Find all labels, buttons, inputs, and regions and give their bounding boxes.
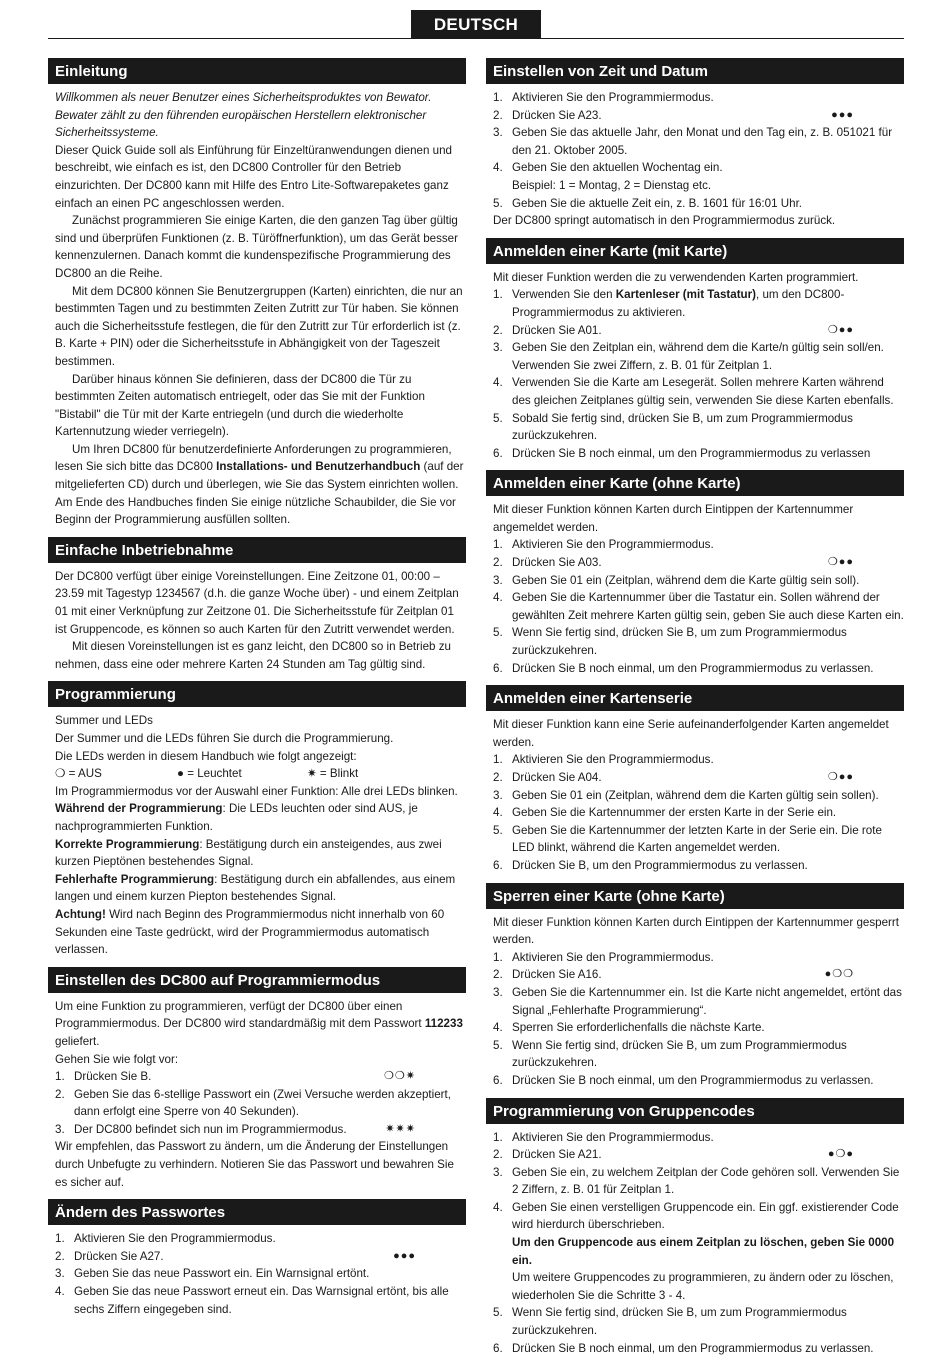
step-number: 2. <box>493 323 503 337</box>
paragraph: Mit dieser Funktion können Karten durch Eintippen der Kartennummer angemeldet werden. <box>493 503 854 534</box>
step-item <box>55 1265 466 1283</box>
step-text: Geben Sie das neue Passwort ein. Ein Warnsignal ertönt. <box>74 1267 370 1281</box>
section-title-einleitung: Einleitung <box>48 58 466 84</box>
step-item <box>493 857 904 875</box>
step-number: 2. <box>55 1249 65 1263</box>
step-text <box>74 1068 466 1086</box>
section-body-mit-karte <box>486 269 904 463</box>
step-number: 2. <box>493 1148 503 1162</box>
step-text: Drücken Sie B noch einmal, um den Programmiermodus zu verlassen. <box>512 661 874 675</box>
step-list <box>493 286 904 321</box>
step-text <box>512 966 904 984</box>
paragraph: Zunächst programmieren Sie einige Karten, die den ganzen Tag über gültig sind und überprüfen Funktionen (z. B. Türöffnerfunktion), um das Gerät besser kennenzulernen. Danach kommt die kundenspezifische Programmierung des DC800 an die Reihe. <box>55 214 458 280</box>
step-text: Drücken Sie B noch einmal, um den Programmiermodus zu verlassen. <box>512 1341 874 1355</box>
step-text: Drücken Sie B noch einmal, um den Programmiermodus zu verlassen. <box>512 1073 874 1087</box>
step-item <box>493 1129 904 1147</box>
step-label: Drücken Sie B. <box>74 1070 152 1084</box>
step-number: 6. <box>493 858 503 872</box>
step-item <box>493 769 904 787</box>
step-number: 5. <box>493 411 503 425</box>
step-list <box>493 751 904 874</box>
paragraph: Im Programmiermodus vor der Auswahl einer Funktion: Alle drei LEDs blinken. <box>55 784 458 798</box>
section-title-programmiermodus: Einstellen des DC800 auf Programmiermodus <box>48 967 466 993</box>
section-title-programmierung: Programmierung <box>48 681 466 707</box>
step-item <box>55 1283 466 1318</box>
step-item <box>493 124 904 159</box>
step-text: Wenn Sie fertig sind, drücken Sie B, um zum Programmiermodus zurückzukehren. <box>512 1038 847 1070</box>
step-text: Geben Sie die aktuelle Zeit ein, z. B. 1601 für 16:01 Uhr. <box>512 196 803 210</box>
step-number: 5. <box>493 196 503 210</box>
step-text: Geben Sie ein, zu welchem Zeitplan der Code gehören soll. Verwenden Sie 2 Ziffern, z. B. 01 für Zeitplan 1. <box>512 1165 900 1197</box>
step-number: 2. <box>55 1087 65 1101</box>
step-text: Geben Sie den aktuellen Wochentag ein. Beispiel: 1 = Montag, 2 = Dienstag etc. <box>512 161 723 192</box>
step-list <box>55 1230 466 1318</box>
step-number: 1. <box>493 753 503 767</box>
paragraph: Der Summer und die LEDs führen Sie durch die Programmierung. <box>55 732 394 745</box>
step-label: Drücken Sie A03. <box>512 556 602 570</box>
paragraph: Korrekte Programmierung: Bestätigung durch ein ansteigendes, aus zwei kurzen Pieptönen bestehendes Signal. <box>55 837 442 869</box>
step-text: Verwenden Sie die Karte am Lesegerät. Sollen mehrere Karten während des gleichen Zeitplanes gültig sein, verwenden Sie diese Karten ebenfalls. <box>512 376 894 407</box>
step-row <box>512 554 904 572</box>
step-list <box>493 1199 904 1305</box>
step-item <box>493 660 904 678</box>
step-text: Geben Sie das 6-stellige Passwort ein (Zwei Versuche werden akzeptiert, dann erfolgt eine Sperre von 40 Sekunden). <box>74 1087 451 1119</box>
legend-aus: ❍ = AUS <box>55 767 102 781</box>
section-body-programmierung <box>48 712 466 958</box>
step-item <box>493 1146 904 1164</box>
step-item <box>493 572 904 590</box>
step-item <box>493 949 904 967</box>
step-label: Drücken Sie A23. <box>512 108 602 122</box>
paragraph: Die LEDs werden in diesem Handbuch wie folgt angezeigt: <box>55 749 357 763</box>
step-item <box>493 554 904 572</box>
section-body-ohne-karte <box>486 501 904 677</box>
step-text <box>512 554 904 572</box>
step-list <box>493 322 904 463</box>
step-item <box>493 822 904 857</box>
step-number: 4. <box>493 591 503 605</box>
step-number: 5. <box>493 626 503 640</box>
step-number: 2. <box>493 771 503 784</box>
section-body-kartenserie <box>486 716 904 874</box>
section-title-kartenserie: Anmelden einer Kartenserie <box>486 685 904 711</box>
step-number: 6. <box>493 1073 503 1087</box>
step-text <box>512 769 904 787</box>
step-item <box>493 536 904 554</box>
step-item <box>493 1304 904 1339</box>
step-text: Wenn Sie fertig sind, drücken Sie B, um zum Programmiermodus zurückzukehren. <box>512 1306 847 1338</box>
paragraph: Mit dem DC800 können Sie Benutzergruppen (Karten) einrichten, die nur an bestimmten Tagen und zu bestimmten Zeiten Zutritt zur Tür haben. Sie können auch die Sicherheitsstufe festlegen, die für den Zutritt zur Tür erforderlich ist (z. B. Karte + PIN) oder die Sicherheitsstufe in Abhängigkeit von der Tageszeit bestimmen. <box>55 284 463 368</box>
step-number: 1. <box>55 1070 65 1084</box>
step-number: 3. <box>55 1122 65 1136</box>
paragraph: Achtung! Wird nach Beginn des Programmiermodus nicht innerhalb von 60 Sekunden eine Taste gedrückt, wird der Programmiermodus automatisch verlassen. <box>55 907 445 957</box>
step-item <box>493 159 904 194</box>
step-item <box>493 89 904 107</box>
step-text <box>512 107 904 125</box>
step-row <box>74 1121 466 1139</box>
paragraph: Um Ihren DC800 für benutzerdefinierte Anforderungen zu programmieren, lesen Sie sich bitte das DC800 Installations- und Benutzerhandbuch (auf der mitgelieferten CD) durch und überlegen, wie Sie das System einrichten wollen. Am Ende des Handbuches finden Sie einige nützliche Schaubilder, die Sie vor Beginn der Programmierung ausfüllen sollten. <box>55 442 464 527</box>
paragraph: Um eine Funktion zu programmieren, verfügt der DC800 über einen Programmiermodus. Der DC800 wird standardmäßig mit dem Passwort 112233 geliefert. <box>55 999 463 1048</box>
section-title-passwort: Ändern des Passwortes <box>48 1199 466 1225</box>
step-item <box>493 624 904 659</box>
led-indicator-icon: ❍●● <box>827 771 854 783</box>
step-number: 2. <box>493 556 503 570</box>
step-item <box>493 410 904 445</box>
section-title-sperren: Sperren einer Karte (ohne Karte) <box>486 883 904 909</box>
section-body-zeit <box>486 89 904 230</box>
step-number: 5. <box>493 1306 503 1320</box>
step-list <box>493 949 904 1090</box>
step-item <box>493 445 904 463</box>
led-indicator-icon: ●❍● <box>827 1148 854 1161</box>
step-item <box>493 1072 904 1090</box>
step-item <box>493 374 904 409</box>
step-item <box>55 1121 466 1139</box>
step-number: 1. <box>493 91 503 104</box>
section-body-passwort <box>48 1230 466 1318</box>
led-indicator-icon: ✷✷✷ <box>385 1122 416 1135</box>
step-number: 3. <box>55 1267 65 1281</box>
step-number: 1. <box>493 538 503 552</box>
step-item <box>493 589 904 624</box>
step-number: 3. <box>493 126 503 140</box>
paragraph: Der DC800 springt automatisch in den Programmiermodus zurück. <box>493 214 836 228</box>
step-row <box>512 322 904 340</box>
step-text: Sobald Sie fertig sind, drücken Sie B, um zum Programmiermodus zurückzukehren. <box>512 411 853 443</box>
step-text <box>74 1248 466 1266</box>
step-row <box>512 966 904 984</box>
paragraph: Dieser Quick Guide soll als Einführung für Einzeltüranwendungen dienen und beschreibt, wie einfach es ist, den DC800 Controller für den Betrieb einzurichten. Der DC800 kann mit Hilfe des Entro Lite-Softwarepaketes ganz einfach an einen PC angeschlossen werden. <box>55 143 453 210</box>
step-label: Drücken Sie A01. <box>512 323 602 337</box>
step-item: 4. Geben Sie einen verstelligen Gruppencode ein. Ein ggf. existierender Code wird hierdurch überschrieben. Um den Gruppencode aus einem Zeitplan zu löschen, geben Sie 0000 ein. Um weitere Gruppencodes zu programmieren, zu ändern oder zu löschen, wiederholen Sie die Schritte 3 - 4. <box>493 1200 899 1302</box>
step-item <box>55 1086 466 1121</box>
step-number: 6. <box>493 661 503 675</box>
led-indicator-icon: ❍●● <box>827 323 854 336</box>
section-title-zeit-datum: Einstellen von Zeit und Datum <box>486 58 904 84</box>
language-label: DEUTSCH <box>433 15 519 34</box>
intro-italic: Willkommen als neuer Benutzer eines Sicherheitsproduktes von Bewator. Bewater zählt zu den führenden europäischen Herstellern elektronischer Sicherheitssysteme. <box>55 91 432 140</box>
step-text: Wenn Sie fertig sind, drücken Sie B, um zum Programmiermodus zurückzukehren. <box>512 626 847 658</box>
led-indicator-icon: ❍●● <box>827 556 854 569</box>
step-text: Drücken Sie B noch einmal, um den Programmiermodus zu verlassen <box>512 446 871 460</box>
step-number: 6. <box>493 446 503 460</box>
step-number: 6. <box>493 1341 503 1355</box>
step-number: 4. <box>493 1021 503 1035</box>
step-number: 4. <box>493 161 503 175</box>
step-text: Aktivieren Sie den Programmiermodus. <box>512 538 714 552</box>
section-body-sperren <box>486 914 904 1090</box>
step-item <box>493 1340 904 1358</box>
step-item <box>493 984 904 1019</box>
step-text: Drücken Sie B, um den Programmiermodus zu verlassen. <box>512 858 808 872</box>
step-list <box>493 89 904 212</box>
paragraph: Gehen Sie wie folgt vor: <box>55 1052 179 1066</box>
step-row <box>512 1146 904 1164</box>
step-text: Geben Sie die Kartennummer ein. Ist die Karte nicht angemeldet, ertönt das Signal „Fehlerhafte Programmierung“. <box>512 985 902 1017</box>
step-list <box>493 1129 904 1199</box>
step-number: 1. <box>55 1232 65 1246</box>
section-body-einleitung <box>48 89 466 529</box>
step-text: Aktivieren Sie den Programmiermodus. <box>512 753 714 767</box>
section-title-ohne-karte: Anmelden einer Karte (ohne Karte) <box>486 470 904 496</box>
subheading: Summer und LEDs <box>55 714 153 728</box>
step-item <box>493 107 904 125</box>
section-title-mit-karte: Anmelden einer Karte (mit Karte) <box>486 238 904 264</box>
step-list <box>493 536 904 677</box>
language-tab <box>411 10 541 38</box>
step-text <box>74 1121 466 1139</box>
paragraph: Mit dieser Funktion kann eine Serie aufeinanderfolgender Karten angemeldet werden. <box>493 718 889 749</box>
step-label: Der DC800 befindet sich nun im Programmiermodus. <box>74 1122 347 1136</box>
step-text: Geben Sie das aktuelle Jahr, den Monat und den Tag ein, z. B. 051021 für den 21. Oktober 2005. <box>512 126 893 157</box>
paragraph: Darüber hinaus können Sie definieren, dass der DC800 die Tür zu bestimmten Zeiten automatisch entriegelt, oder das Sie mit der Funktion "Bistabil" die Tür mit der Karte entriegeln (und durch die wiederholte Kartennutzung wieder verriegeln). <box>55 372 425 439</box>
step-text <box>512 1146 904 1164</box>
header-rule <box>48 38 904 39</box>
step-item <box>55 1248 466 1266</box>
step-row <box>74 1068 466 1086</box>
step-text: Geben Sie den Zeitplan ein, während dem die Karte/n gültig sein soll/en. Verwenden Sie zwei Ziffern, z. B. 01 für Zeitplan 1. <box>512 341 884 372</box>
step-number: 4. <box>55 1285 65 1299</box>
step-list <box>493 1304 904 1357</box>
section-body-modus <box>48 998 466 1192</box>
step-number: 4. <box>493 376 503 390</box>
section-title-einfache-inbetriebnahme: Einfache Inbetriebnahme <box>48 537 466 563</box>
step-item <box>493 1164 904 1199</box>
step-text: Sperren Sie erforderlichenfalls die nächste Karte. <box>512 1021 765 1035</box>
step-row <box>512 769 904 787</box>
step-row <box>74 1248 466 1266</box>
step-number: 5. <box>493 1038 503 1052</box>
step-item: 1. Verwenden Sie den Kartenleser (mit Tastatur), um den DC800-Programmiermodus zu aktivieren. <box>493 288 845 319</box>
paragraph: Mit dieser Funktion werden die zu verwendenden Karten programmiert. <box>493 270 859 284</box>
paragraph: Der DC800 verfügt über einige Voreinstellungen. Eine Zeitzone 01, 00:00 – 23.59 mit Tagestyp 1234567 (d.h. die ganze Woche über) - und einem Zeitplan 01 mit einer Verknüpfung zur Zeitzone 01. Die Sicherheitsstufe für Zeitplan 01 ist Gruppencode, es können so auch Karten für den Zutritt verwendet werden. <box>55 569 459 636</box>
step-text: Aktivieren Sie den Programmiermodus. <box>512 1130 714 1144</box>
step-text <box>512 322 904 340</box>
step-text: Geben Sie die Kartennummer der letzten Karte in der Serie ein. Die rote LED blinkt, während die Karten angemeldet werden. <box>512 823 882 855</box>
step-number: 2. <box>493 968 503 982</box>
paragraph: Mit dieser Funktion können Karten durch Eintippen der Kartennummer gesperrt werden. <box>493 915 899 947</box>
step-label: Drücken Sie A04. <box>512 771 602 784</box>
led-indicator-icon: ❍❍✷ <box>384 1070 416 1083</box>
step-number: 3. <box>493 788 503 802</box>
step-item <box>493 1037 904 1072</box>
paragraph: Mit diesen Voreinstellungen ist es ganz leicht, den DC800 so in Betrieb zu nehmen, dass eine oder mehrere Karten 24 Stunden am Tag gültig sind. <box>55 640 451 671</box>
section-title-gruppencodes: Programmierung von Gruppencodes <box>486 1098 904 1124</box>
step-text: Geben Sie 01 ein (Zeitplan, während dem die Karten gültig sein sollen). <box>512 788 879 802</box>
paragraph: Fehlerhafte Programmierung: Bestätigung durch ein abfallendes, aus einem langen und einem kurzen Piepton bestehendes Signal. <box>55 872 456 904</box>
step-text: Aktivieren Sie den Programmiermodus. <box>74 1232 276 1246</box>
step-text: Geben Sie 01 ein (Zeitplan, während dem die Karte gültig sein soll). <box>512 573 860 587</box>
step-text: Aktivieren Sie den Programmiermodus. <box>512 950 714 964</box>
paragraph: Während der Programmierung: Die LEDs leuchten oder sind AUS, je nachprogrammierten Funktion. <box>55 802 418 833</box>
led-indicator-icon: ●●● <box>393 1249 416 1262</box>
step-row <box>512 107 904 125</box>
step-number: 3. <box>493 573 503 587</box>
step-number: 3. <box>493 341 503 355</box>
step-item <box>55 1230 466 1248</box>
step-number: 2. <box>493 108 503 122</box>
step-number: 3. <box>493 985 503 999</box>
paragraph: Wir empfehlen, das Passwort zu ändern, um die Änderung der Einstellungen durch Unbefugte zu verhindern. Notieren Sie das Passwort und bewahren Sie es sicher auf. <box>55 1140 454 1189</box>
step-text: Aktivieren Sie den Programmiermodus. <box>512 91 714 104</box>
step-item <box>493 195 904 213</box>
step-item <box>493 339 904 374</box>
led-legend <box>55 765 466 783</box>
step-number: 1. <box>493 1130 503 1144</box>
step-label: Drücken Sie A21. <box>512 1148 602 1162</box>
step-item <box>493 322 904 340</box>
step-item <box>493 804 904 822</box>
step-list <box>55 1068 466 1138</box>
step-text: Geben Sie das neue Passwort erneut ein. Das Warnsignal ertönt, bis alle sechs Ziffern eingegeben sind. <box>74 1285 449 1316</box>
step-item <box>55 1068 466 1086</box>
step-label: Drücken Sie A27. <box>74 1249 164 1263</box>
step-item <box>493 751 904 769</box>
step-label: Drücken Sie A16. <box>512 968 602 982</box>
step-text: Geben Sie die Kartennummer der ersten Karte in der Serie ein. <box>512 806 837 820</box>
step-number: 5. <box>493 823 503 837</box>
legend-blinkt: ✷ = Blinkt <box>307 767 359 781</box>
step-item <box>493 787 904 805</box>
section-body-einfache <box>48 568 466 674</box>
led-indicator-icon: ●●● <box>831 108 854 121</box>
legend-leuchtet: ● = Leuchtet <box>177 767 242 781</box>
step-number: 3. <box>493 1165 503 1179</box>
step-text: Geben Sie die Kartennummer über die Tastatur ein. Sollen während der gewählten Zeit mehrere Karten gültig sein, geben Sie auch diese Karten ein. <box>512 591 904 622</box>
section-body-gruppencodes <box>486 1129 904 1358</box>
right-column <box>486 58 904 1357</box>
step-number: 1. <box>493 950 503 964</box>
left-column <box>48 58 466 1318</box>
step-item <box>493 1019 904 1037</box>
step-number: 4. <box>493 806 503 820</box>
led-indicator-icon: ●❍❍ <box>824 968 854 981</box>
step-item <box>493 966 904 984</box>
